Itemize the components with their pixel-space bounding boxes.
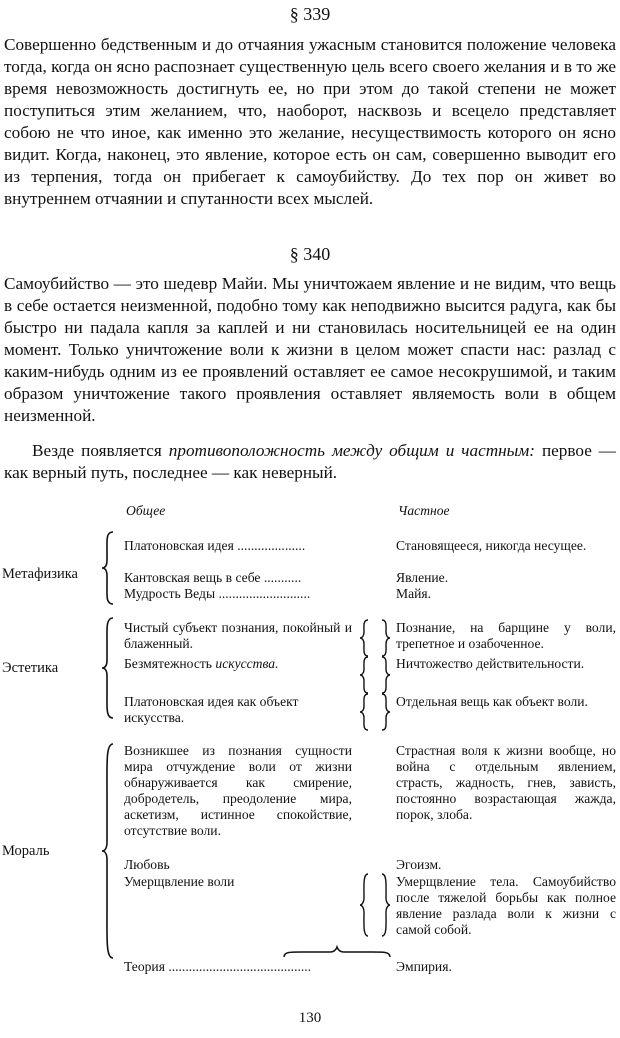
metaphysics-general-3: Мудрость Веды ........................... <box>124 586 311 601</box>
double-brace-aesthetics-2 <box>358 655 392 695</box>
section-340-paragraph-2: Везде появляется противоположность между общим и частным: первое — как верный путь, последнее — как неверный. <box>4 441 616 482</box>
metaphysics-general-2: Кантовская вещь в себе ........... <box>124 570 302 585</box>
aesthetics-general-1: Чистый субъект познания, покойный и блаженный. <box>124 620 352 651</box>
morality-general-2: Любовь <box>124 857 170 872</box>
category-metaphysics: Метафизика <box>2 566 78 582</box>
section-339-text: Совершенно бедственным и до отчаяния ужасным становится положение человека тогда, когда он ясно распознает существенную цель всего своего желания и в то же время невозможность достигнуть ее, но при этом до такой степени не может поступиться этим желанием, что, наоборот, насквозь и всецело представляет собою не что иное, как именно это желание, несуществимость которого он ясно видит. Когда, наконец, это явление, которое есть он сам, совершенно выводит его из терпения, тогда он прибегает к самоубийству. До тех пор он живет во внутреннем отчаянии и спутанности всех мыслей. <box>4 35 616 208</box>
double-brace-aesthetics-3 <box>358 692 392 732</box>
section-339-heading: § 339 <box>289 4 331 24</box>
metaphysics-general-1: Платоновская идея .................... <box>124 538 306 553</box>
morality-particular-3: Умерщвление тела. Самоубийство после тяжелой борьбы как полное явление разлада воли к жизни с самой собой. <box>396 874 616 937</box>
brace-aesthetics <box>100 616 116 720</box>
metaphysics-particular-3: Майя. <box>396 586 432 601</box>
aesthetics-particular-2: Ничтожество действительности. <box>396 656 585 671</box>
section-340-paragraph-1: Самоубийство — это шедевр Майи. Мы уничтожаем явление и не видим, что вещь в себе остается неизменной, подобно тому как неподвижно высится радуга, как бы быстро ни падала капля за каплей и ни становилась носительницей ее на один момент. Только уничтожение воли к жизни в целом может спасти нас: разлад с каким-нибудь одним из ее проявлений оставляет ее самое несокрушимой, и таким образом уничтожение такого проявления оставляет являемость воли в общем неизменной. <box>4 274 616 425</box>
brace-morality <box>100 742 116 960</box>
aesthetics-particular-1: Познание, на барщине у воли, трепетное и озабоченное. <box>396 620 616 651</box>
morality-general-1: Возникшее из познания сущности мира отчуждение воли от жизни обнаруживается как смирение, добродетель, преодоление мира, аскетизм, истинное спокойствие, отсутствие воли. <box>124 743 352 838</box>
page-number: 130 <box>298 1010 322 1026</box>
brace-metaphysics <box>100 530 116 606</box>
column-particular-heading: Частное <box>398 503 450 518</box>
metaphysics-particular-2: Явление. <box>396 570 449 585</box>
aesthetics-general-2: Безмятежность искусства. <box>124 656 279 671</box>
category-aesthetics: Эстетика <box>2 660 59 676</box>
empiria-label: Эмпирия. <box>396 959 452 974</box>
morality-general-3: Умерщвление воли <box>124 874 235 889</box>
section-340-heading: § 340 <box>289 244 331 264</box>
morality-particular-1: Страстная воля к жизни вообще, но война с отдельным явлением, страсть, жадность, гнев, зависть, постоянно возрастающая жажда, порок, злоба. <box>396 743 616 822</box>
aesthetics-particular-3: Отдельная вещь как объект воли. <box>396 694 588 709</box>
morality-particular-2: Эгоизм. <box>396 857 442 872</box>
emphasis: противоположность между общим и частным: <box>168 441 535 460</box>
brace-horizontal <box>282 944 392 960</box>
aesthetics-general-3: Платоновская идея как объект искусства. <box>124 694 299 725</box>
theory-label: Теория .......................................... <box>124 959 312 974</box>
double-brace-aesthetics-1 <box>358 618 392 658</box>
column-general-heading: Общее <box>126 503 166 518</box>
double-brace-morality <box>358 872 392 938</box>
metaphysics-particular-1: Становящееся, никогда несущее. <box>396 538 587 553</box>
category-morality: Мораль <box>2 843 50 859</box>
